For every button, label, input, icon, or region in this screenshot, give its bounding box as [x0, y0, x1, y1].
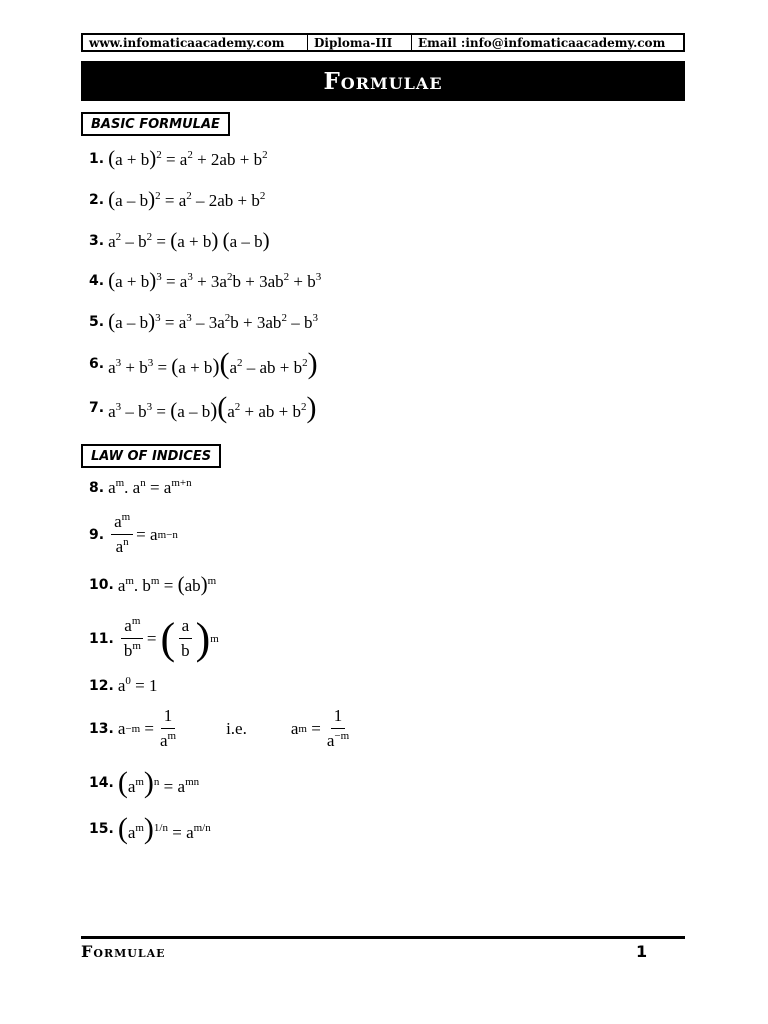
section-basic-formulae: BASIC FORMULAE	[81, 112, 230, 136]
formula-number: 2.	[89, 191, 105, 208]
section-law-of-indices: LAW OF INDICES	[81, 444, 221, 468]
formula-2	[89, 187, 265, 212]
formula-13	[89, 706, 355, 751]
formula-15	[89, 812, 211, 846]
formula-number: 6.	[89, 356, 105, 372]
formula-expression: $(a^m)^n = a^{mn}$	[117, 766, 200, 799]
formula-11	[89, 613, 219, 664]
formula-expression: $(a^m)^{1/n} = a^{m/n}$	[117, 812, 211, 845]
formula-expression: $\frac{a^m}{b^m}$ = ( $\frac{a}{b}$ ) m	[118, 613, 219, 664]
formula-1	[89, 146, 268, 171]
formula-6	[89, 347, 318, 381]
formula-12	[89, 676, 157, 696]
formula-expression: $(a - b)^2 = a^2 - 2ab + b^2$	[108, 187, 266, 211]
header-email: Email :info@infomaticaacademy.com	[418, 35, 666, 50]
formula-number: 15.	[89, 821, 114, 837]
header-course: Diploma-III	[308, 35, 412, 50]
formula-number: 8.	[89, 480, 105, 496]
formula-expression: $a^0 = 1$	[117, 675, 158, 695]
formula-number: 3.	[89, 232, 105, 249]
formula-expression: $a^m$. $a^n = a^{m+n}$	[108, 477, 192, 497]
formula-14	[89, 766, 199, 800]
header-bar	[81, 33, 685, 52]
footer-divider	[81, 936, 685, 939]
formula-number: 1.	[89, 150, 105, 167]
formula-expression: a −m = $\frac{1}{a^m}$ i.e. a m = $\frac{1}{a^{-m}}$	[117, 706, 350, 750]
formula-number: 7.	[89, 400, 105, 416]
formula-expression: $(a + b)^3 = a^3 + 3a^2b + 3ab^2 + b^3$	[108, 268, 322, 292]
formula-number: 13.	[89, 720, 114, 737]
formula-expression: $a^m$. $b^m = (ab)^m$	[117, 572, 217, 596]
formula-3	[89, 228, 270, 253]
formula-number: 11.	[89, 630, 114, 647]
formula-number: 9.	[89, 526, 105, 543]
page-number: 1	[636, 942, 648, 961]
formula-number: 10.	[89, 576, 114, 593]
formula-expression: $a^2 - b^2 = (a + b)$ (a – b)	[108, 228, 270, 252]
formula-number: 4.	[89, 272, 105, 289]
formula-expression: $(a - b)^3 = a^3 - 3a^2b + 3ab^2 - b^3$	[108, 309, 318, 333]
formula-10	[89, 572, 216, 597]
formula-4	[89, 268, 321, 293]
header-website: www.infomaticaacademy.com	[83, 35, 308, 50]
formula-expression: $a^3 + b^3 = (a + b)(a^2$ – ab + $b^2$)	[108, 347, 318, 380]
formula-number: 5.	[89, 313, 105, 330]
formula-number: 14.	[89, 775, 114, 791]
formula-expression: $(a + b)^2 = a^2 + 2ab + b^2$	[108, 146, 268, 170]
formula-7	[89, 391, 317, 425]
formula-expression: $\frac{a^m}{a^n}$ = a m−n	[108, 512, 178, 557]
page-title: Formulae	[81, 61, 685, 101]
formula-number: 12.	[89, 678, 114, 694]
formula-8	[89, 478, 192, 498]
footer-label: Formulae	[81, 942, 166, 961]
formula-9	[89, 512, 178, 557]
formula-expression: $a^3 - b^3 = (a - b)(a^2$ + ab + $b^2$)	[108, 391, 317, 424]
formula-5	[89, 309, 318, 334]
